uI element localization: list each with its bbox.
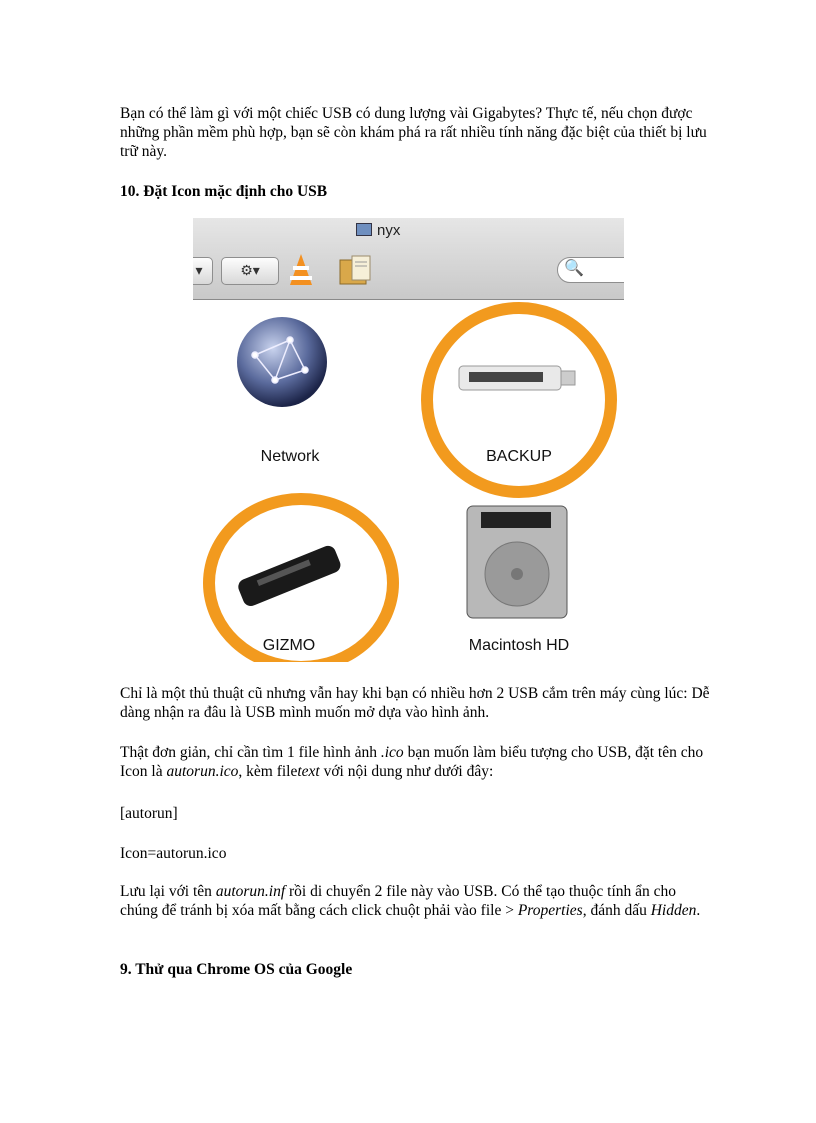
highlight-ring-backup xyxy=(421,302,617,498)
search-field[interactable]: 🔍 xyxy=(557,257,624,283)
window-title: nyx xyxy=(377,222,401,239)
macintosh-hd-label: Macintosh HD xyxy=(468,637,570,654)
document-folder-icon[interactable] xyxy=(338,252,374,288)
hard-drive-icon[interactable] xyxy=(465,504,569,624)
backup-label: BACKUP xyxy=(486,448,552,465)
vlc-cone-icon[interactable] xyxy=(288,252,314,288)
heading-10: 10. Đặt Icon mặc định cho USB xyxy=(120,183,328,200)
instructions-paragraph: Thật đơn giản, chỉ cần tìm 1 file hình ảnh .ico bạn muốn làm biểu tượng cho USB, đặt tên cho Icon là autorun.ico, kèm filetext với nội dung như dưới đây: xyxy=(120,744,704,780)
network-label: Network xyxy=(260,448,320,465)
usb-drive-gizmo-icon[interactable] xyxy=(227,540,351,610)
action-gear-button[interactable]: ⚙▾ xyxy=(221,257,279,285)
heading-9: 9. Thử qua Chrome OS của Google xyxy=(120,961,353,978)
usb-drive-backup-icon[interactable] xyxy=(457,362,581,398)
network-globe-icon[interactable] xyxy=(235,315,329,409)
code-line-1: [autorun] xyxy=(120,805,178,822)
gizmo-label: GIZMO xyxy=(262,637,316,654)
code-line-2: Icon=autorun.ico xyxy=(120,845,227,862)
save-paragraph: Lưu lại với tên autorun.inf rồi di chuyển 2 file này vào USB. Có thể tạo thuộc tính ẩn cho chúng để tránh bị xóa mất bằng cách click chuột phải vào file > Properties, đánh dấu Hidden. xyxy=(120,883,701,919)
usb-icons-screenshot xyxy=(193,218,624,662)
tip-paragraph: Chỉ là một thủ thuật cũ nhưng vẫn hay khi bạn có nhiều hơn 2 USB cắm trên máy cùng lúc: Dễ dàng nhận ra đâu là USB mình muốn mở dựa vào hình ảnh. xyxy=(120,685,710,721)
view-dropdown-button[interactable]: ▾ xyxy=(193,257,213,285)
finder-toolbar xyxy=(193,218,624,300)
computer-icon xyxy=(356,223,372,236)
intro-paragraph: Bạn có thể làm gì với một chiếc USB có dung lượng vài Gigabytes? Thực tế, nếu chọn được những phần mềm phù hợp, bạn sẽ còn khám phá ra rất nhiều tính năng đặc biệt của thiết bị lưu trữ này. xyxy=(120,105,707,160)
